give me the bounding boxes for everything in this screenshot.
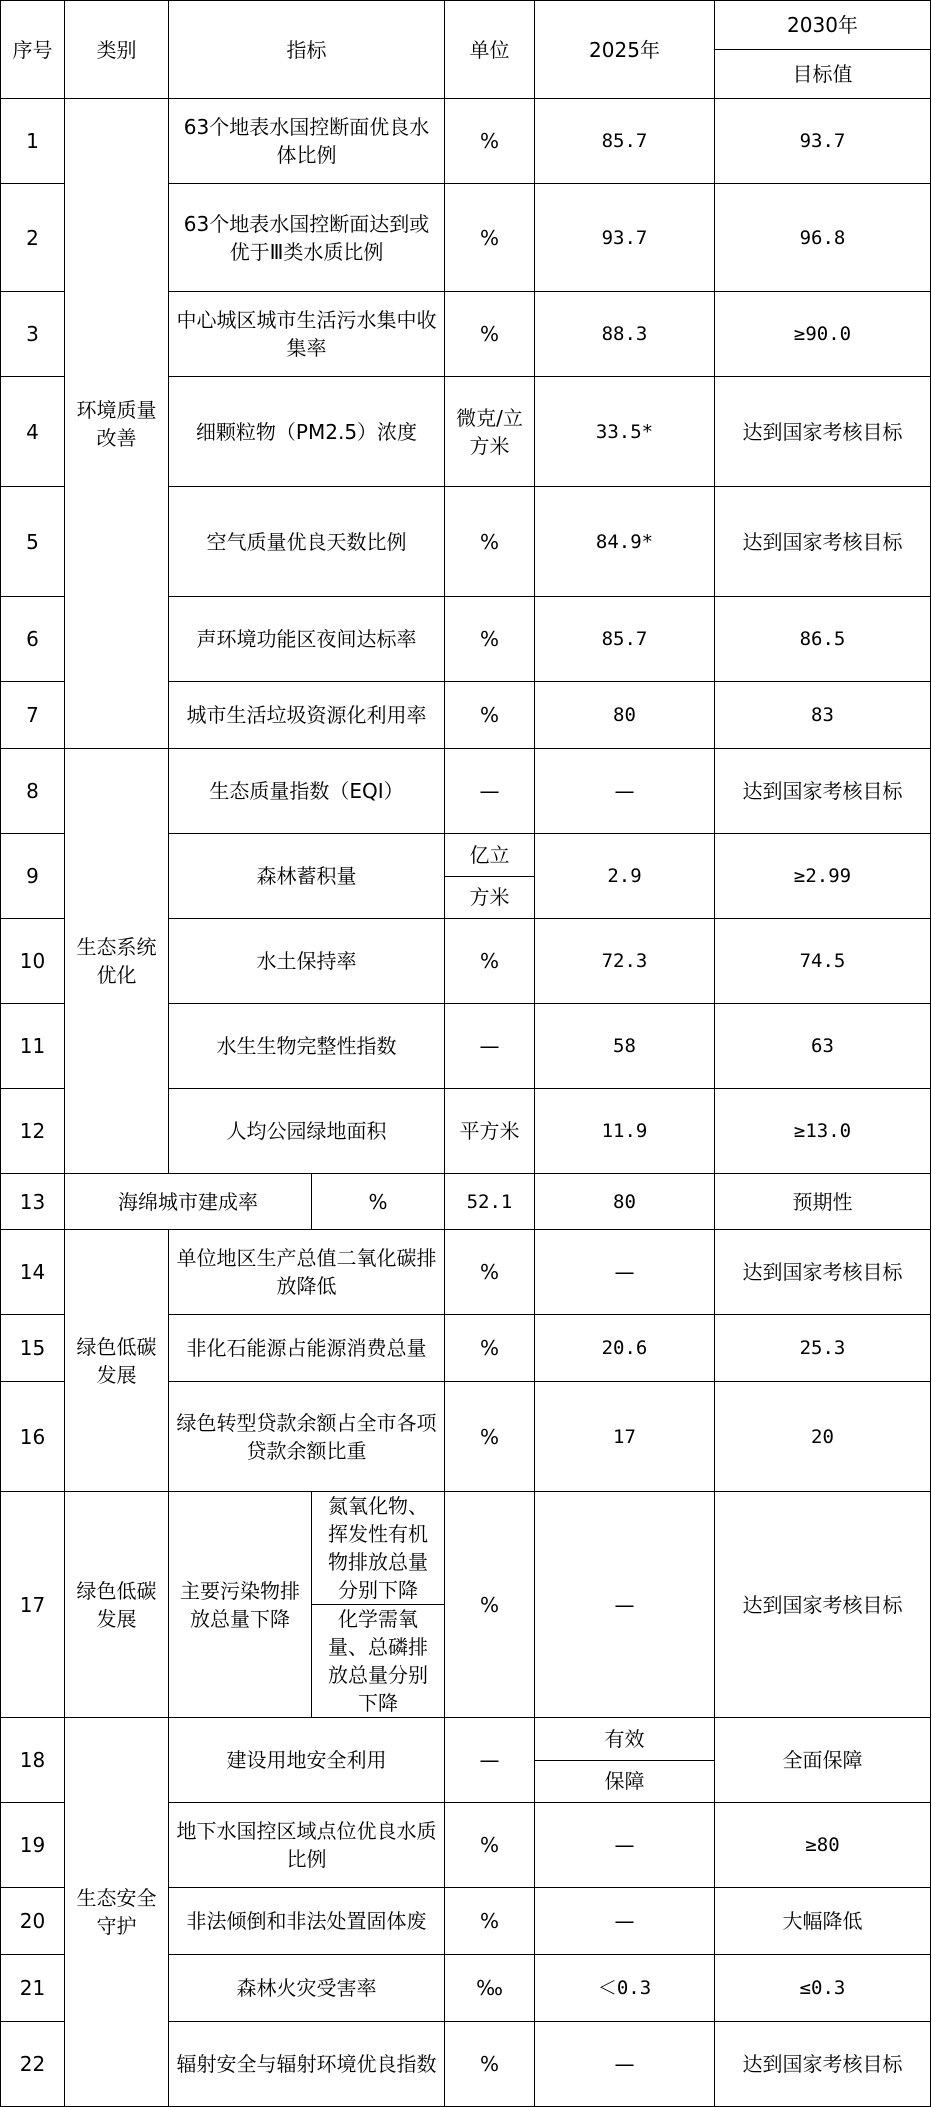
unit-cell: % <box>445 919 535 1004</box>
header-category: 类别 <box>65 1 169 99</box>
row-number: 19 <box>1 1803 65 1888</box>
row-number: 11 <box>1 1004 65 1089</box>
value-2025: 11.9 <box>535 1089 715 1174</box>
value-2030: 93.7 <box>715 99 931 184</box>
category-cell: 环境质量改善 <box>65 99 169 749</box>
value-2030: 达到国家考核目标 <box>715 2022 931 2107</box>
value-2030: 83 <box>715 682 931 749</box>
unit-cell: % <box>445 1315 535 1382</box>
row-number: 2 <box>1 184 65 292</box>
value-2030: 80 <box>535 1174 715 1230</box>
value-2025: — <box>535 1888 715 1955</box>
indicator-name: 森林火灾受害率 <box>169 1955 445 2022</box>
value-2030: ≥90.0 <box>715 292 931 377</box>
indicator-name: 声环境功能区夜间达标率 <box>169 597 445 682</box>
value-2025: — <box>535 749 715 834</box>
unit-cell: % <box>445 1492 535 1718</box>
unit-cell: — <box>445 1718 535 1803</box>
unit-cell: % <box>445 292 535 377</box>
value-2030: 96.8 <box>715 184 931 292</box>
unit-cell: % <box>445 184 535 292</box>
value-2025: 88.3 <box>535 292 715 377</box>
row-number: 6 <box>1 597 65 682</box>
unit-cell: % <box>445 487 535 597</box>
category-cell: 绿色低碳发展 <box>65 1230 169 1492</box>
value-2025: — <box>535 1230 715 1315</box>
value-2030: 达到国家考核目标 <box>715 1230 931 1315</box>
value-2025: ＜0.3 <box>535 1955 715 2022</box>
value-2030: 大幅降低 <box>715 1888 931 1955</box>
value-2025: 2.9 <box>535 834 715 919</box>
row-number: 21 <box>1 1955 65 2022</box>
unit-cell-top: 亿立 <box>445 834 535 877</box>
header-unit: 单位 <box>445 1 535 99</box>
attribute-cell: 预期性 <box>715 1174 931 1230</box>
value-2025: 33.5* <box>535 377 715 487</box>
unit-cell: ‰ <box>445 1955 535 2022</box>
table-row <box>1 1230 931 1315</box>
value-2025: — <box>535 1803 715 1888</box>
row-number: 10 <box>1 919 65 1004</box>
indicator-name: 中心城区城市生活污水集中收集率 <box>169 292 445 377</box>
category-cell: 生态安全守护 <box>65 1718 169 2107</box>
value-2025: 80 <box>535 682 715 749</box>
value-2025: — <box>535 2022 715 2107</box>
indicator-name: 绿色转型贷款余额占全市各项贷款余额比重 <box>169 1382 445 1492</box>
indicator-name: 水土保持率 <box>169 919 445 1004</box>
row-number: 9 <box>1 834 65 919</box>
indicator-name: 水生生物完整性指数 <box>169 1004 445 1089</box>
row-number: 15 <box>1 1315 65 1382</box>
value-2025: 52.1 <box>445 1174 535 1230</box>
sub-indicator: 化学需氧量、总磷排放总量分别下降 <box>312 1605 445 1718</box>
row-number: 20 <box>1 1888 65 1955</box>
category-cell: 生态系统优化 <box>65 749 169 1174</box>
row-number: 22 <box>1 2022 65 2107</box>
indicator-name: 非法倾倒和非法处置固体废 <box>169 1888 445 1955</box>
indicator-name: 单位地区生产总值二氧化碳排放降低 <box>169 1230 445 1315</box>
unit-cell: % <box>445 1888 535 1955</box>
unit-cell: % <box>445 2022 535 2107</box>
table-row <box>1 1174 931 1230</box>
value-2025: 85.7 <box>535 99 715 184</box>
row-number: 12 <box>1 1089 65 1174</box>
value-2025: 72.3 <box>535 919 715 1004</box>
indicator-name: 63个地表水国控断面优良水体比例 <box>169 99 445 184</box>
row-number: 13 <box>1 1174 65 1230</box>
value-2030: 达到国家考核目标 <box>715 377 931 487</box>
unit-cell: — <box>445 1004 535 1089</box>
row-number: 7 <box>1 682 65 749</box>
unit-cell: 微克/立方米 <box>445 377 535 487</box>
row-number: 1 <box>1 99 65 184</box>
value-2030: ≥2.99 <box>715 834 931 919</box>
indicator-name: 细颗粒物（PM2.5）浓度 <box>169 377 445 487</box>
unit-cell: % <box>445 1803 535 1888</box>
unit-cell: % <box>445 1230 535 1315</box>
header-indicator: 指标 <box>169 1 445 99</box>
table-row <box>1 1492 931 1605</box>
value-2025-bottom: 保障 <box>535 1760 715 1803</box>
value-2025: 58 <box>535 1004 715 1089</box>
table-row <box>1 749 931 834</box>
row-number: 4 <box>1 377 65 487</box>
indicator-name: 主要污染物排放总量下降 <box>169 1492 312 1718</box>
value-2030: 74.5 <box>715 919 931 1004</box>
unit-cell: % <box>445 597 535 682</box>
unit-cell: % <box>312 1174 445 1230</box>
indicator-name: 非化石能源占能源消费总量 <box>169 1315 445 1382</box>
indicator-name: 生态质量指数（EQI） <box>169 749 445 834</box>
value-2030: 达到国家考核目标 <box>715 749 931 834</box>
indicator-name: 63个地表水国控断面达到或优于Ⅲ类水质比例 <box>169 184 445 292</box>
value-2030: ≤0.3 <box>715 1955 931 2022</box>
value-2025: 20.6 <box>535 1315 715 1382</box>
indicator-name: 地下水国控区域点位优良水质比例 <box>169 1803 445 1888</box>
indicator-name: 森林蓄积量 <box>169 834 445 919</box>
indicator-name: 建设用地安全利用 <box>169 1718 445 1803</box>
row-number: 14 <box>1 1230 65 1315</box>
unit-cell: % <box>445 99 535 184</box>
value-2030: 达到国家考核目标 <box>715 1492 931 1718</box>
unit-cell: % <box>445 1382 535 1492</box>
value-2030: 全面保障 <box>715 1718 931 1803</box>
row-number: 8 <box>1 749 65 834</box>
unit-cell: % <box>445 682 535 749</box>
indicator-name: 空气质量优良天数比例 <box>169 487 445 597</box>
indicator-name: 城市生活垃圾资源化利用率 <box>169 682 445 749</box>
row-number: 5 <box>1 487 65 597</box>
value-2025: 84.9* <box>535 487 715 597</box>
indicator-name: 辐射安全与辐射环境优良指数 <box>169 2022 445 2107</box>
header-2030: 2030年 <box>715 1 931 50</box>
unit-cell-bottom: 方米 <box>445 876 535 919</box>
value-2025: — <box>535 1492 715 1718</box>
header-target: 目标值 <box>715 50 931 99</box>
value-2030: 63 <box>715 1004 931 1089</box>
category-cell: 绿色低碳发展 <box>65 1492 169 1718</box>
sub-indicator: 氮氧化物、挥发性有机物排放总量分别下降 <box>312 1492 445 1605</box>
value-2030: ≥80 <box>715 1803 931 1888</box>
value-2030: 25.3 <box>715 1315 931 1382</box>
value-2030: 86.5 <box>715 597 931 682</box>
row-number: 3 <box>1 292 65 377</box>
unit-cell: 平方米 <box>445 1089 535 1174</box>
value-2025-top: 有效 <box>535 1718 715 1761</box>
row-number: 16 <box>1 1382 65 1492</box>
value-2030: ≥13.0 <box>715 1089 931 1174</box>
value-2025: 17 <box>535 1382 715 1492</box>
header-seq: 序号 <box>1 1 65 99</box>
header-2025: 2025年 <box>535 1 715 99</box>
indicator-name: 人均公园绿地面积 <box>169 1089 445 1174</box>
value-2030: 20 <box>715 1382 931 1492</box>
row-number: 18 <box>1 1718 65 1803</box>
unit-cell: — <box>445 749 535 834</box>
value-2025: 85.7 <box>535 597 715 682</box>
value-2030: 达到国家考核目标 <box>715 487 931 597</box>
table-row <box>1 1718 931 1761</box>
row-number: 17 <box>1 1492 65 1718</box>
value-2025: 93.7 <box>535 184 715 292</box>
table-row <box>1 99 931 184</box>
indicator-name: 海绵城市建成率 <box>65 1174 312 1230</box>
